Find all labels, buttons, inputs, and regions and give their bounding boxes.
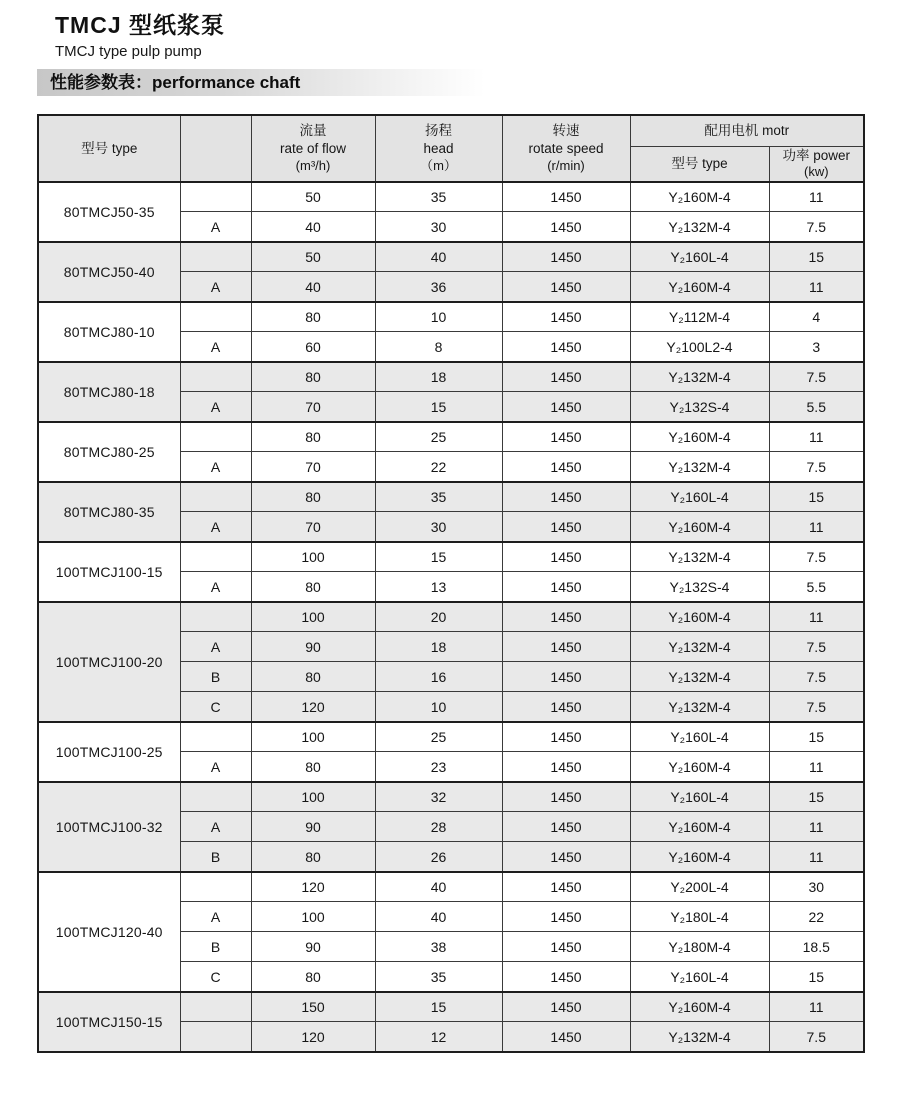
power-cell: 7.5 — [769, 632, 864, 662]
variant-cell — [180, 182, 251, 212]
variant-cell — [180, 1022, 251, 1052]
speed-cell: 1450 — [502, 872, 630, 902]
col-header-motor-power — [769, 146, 864, 182]
flow-cell: 100 — [251, 902, 375, 932]
power-cell: 15 — [769, 482, 864, 512]
variant-cell: A — [180, 452, 251, 482]
head-cell: 15 — [375, 542, 502, 572]
head-cell: 16 — [375, 662, 502, 692]
head-cell: 10 — [375, 302, 502, 332]
flow-cell: 70 — [251, 452, 375, 482]
variant-cell — [180, 602, 251, 632]
motor-cell: Y₂160M-4 — [630, 422, 769, 452]
power-header-unit: (kw) — [803, 164, 829, 180]
variant-cell: A — [180, 272, 251, 302]
model-cell: 80TMCJ50-40 — [38, 242, 180, 302]
motor-cell: Y₂132M-4 — [630, 362, 769, 392]
head-cell: 8 — [375, 332, 502, 362]
power-cell: 7.5 — [769, 362, 864, 392]
power-cell: 7.5 — [769, 542, 864, 572]
performance-table — [37, 114, 865, 1053]
flow-cell: 80 — [251, 752, 375, 782]
variant-cell — [180, 782, 251, 812]
model-cell: 100TMCJ100-32 — [38, 782, 180, 872]
motor-cell: Y₂200L-4 — [630, 872, 769, 902]
speed-cell: 1450 — [502, 782, 630, 812]
motor-cell: Y₂132S-4 — [630, 392, 769, 422]
power-cell: 18.5 — [769, 932, 864, 962]
head-cell: 23 — [375, 752, 502, 782]
head-cell: 35 — [375, 182, 502, 212]
speed-cell: 1450 — [502, 392, 630, 422]
table-row — [38, 872, 864, 902]
speed-cell: 1450 — [502, 692, 630, 722]
flow-cell: 80 — [251, 482, 375, 512]
motor-cell: Y₂132S-4 — [630, 572, 769, 602]
power-cell: 11 — [769, 812, 864, 842]
head-header-unit: （m） — [420, 157, 457, 173]
variant-cell — [180, 722, 251, 752]
speed-cell: 1450 — [502, 362, 630, 392]
head-cell: 20 — [375, 602, 502, 632]
variant-cell: A — [180, 512, 251, 542]
motor-cell: Y₂132M-4 — [630, 212, 769, 242]
speed-header-unit: (r/min) — [547, 157, 585, 173]
flow-cell: 50 — [251, 242, 375, 272]
table-row — [38, 302, 864, 332]
variant-cell: B — [180, 662, 251, 692]
head-cell: 36 — [375, 272, 502, 302]
table-row — [38, 992, 864, 1022]
speed-cell: 1450 — [502, 662, 630, 692]
power-cell: 4 — [769, 302, 864, 332]
head-header-en: head — [423, 141, 454, 157]
speed-cell: 1450 — [502, 302, 630, 332]
speed-cell: 1450 — [502, 812, 630, 842]
power-cell: 11 — [769, 602, 864, 632]
col-header-motor-model: 型号 type — [630, 146, 769, 182]
flow-header-cn: 流量 — [299, 123, 327, 139]
speed-cell: 1450 — [502, 272, 630, 302]
motor-cell: Y₂160L-4 — [630, 482, 769, 512]
variant-cell: A — [180, 752, 251, 782]
motor-cell: Y₂112M-4 — [630, 302, 769, 332]
flow-cell: 80 — [251, 422, 375, 452]
motor-cell: Y₂132M-4 — [630, 662, 769, 692]
speed-cell: 1450 — [502, 572, 630, 602]
variant-cell: B — [180, 932, 251, 962]
col-header-speed — [502, 115, 630, 182]
head-cell: 10 — [375, 692, 502, 722]
table-row — [38, 422, 864, 452]
power-cell: 30 — [769, 872, 864, 902]
col-header-model: 型号 type — [38, 115, 180, 182]
power-cell: 11 — [769, 422, 864, 452]
power-cell: 15 — [769, 962, 864, 992]
col-header-head — [375, 115, 502, 182]
flow-cell: 40 — [251, 272, 375, 302]
motor-cell: Y₂100L2-4 — [630, 332, 769, 362]
table-header — [38, 115, 864, 182]
head-cell: 40 — [375, 242, 502, 272]
speed-cell: 1450 — [502, 512, 630, 542]
head-cell: 22 — [375, 452, 502, 482]
motor-cell: Y₂160M-4 — [630, 752, 769, 782]
motor-cell: Y₂160M-4 — [630, 992, 769, 1022]
motor-cell: Y₂132M-4 — [630, 542, 769, 572]
variant-cell: A — [180, 572, 251, 602]
flow-cell: 80 — [251, 362, 375, 392]
power-cell: 7.5 — [769, 212, 864, 242]
head-cell: 18 — [375, 632, 502, 662]
table-row — [38, 242, 864, 272]
power-cell: 7.5 — [769, 1022, 864, 1052]
section-header-label: 性能参数表：performance chaft — [50, 73, 301, 92]
power-cell: 11 — [769, 752, 864, 782]
variant-cell: C — [180, 962, 251, 992]
model-cell: 80TMCJ80-25 — [38, 422, 180, 482]
speed-cell: 1450 — [502, 332, 630, 362]
col-header-flow — [251, 115, 375, 182]
speed-cell: 1450 — [502, 602, 630, 632]
variant-cell — [180, 422, 251, 452]
speed-cell: 1450 — [502, 962, 630, 992]
speed-cell: 1450 — [502, 1022, 630, 1052]
flow-cell: 40 — [251, 212, 375, 242]
table-body — [38, 182, 864, 1052]
motor-cell: Y₂132M-4 — [630, 692, 769, 722]
speed-cell: 1450 — [502, 902, 630, 932]
motor-cell: Y₂160M-4 — [630, 512, 769, 542]
variant-cell: A — [180, 632, 251, 662]
power-cell: 11 — [769, 992, 864, 1022]
head-cell: 30 — [375, 512, 502, 542]
motor-cell: Y₂180M-4 — [630, 932, 769, 962]
head-header-cn: 扬程 — [425, 123, 452, 139]
section-header-bar — [37, 69, 485, 96]
col-header-variant — [180, 115, 251, 182]
head-cell: 40 — [375, 872, 502, 902]
model-cell: 80TMCJ80-18 — [38, 362, 180, 422]
speed-cell: 1450 — [502, 182, 630, 212]
variant-cell — [180, 482, 251, 512]
speed-cell: 1450 — [502, 482, 630, 512]
speed-cell: 1450 — [502, 932, 630, 962]
flow-cell: 100 — [251, 602, 375, 632]
flow-cell: 150 — [251, 992, 375, 1022]
power-cell: 11 — [769, 272, 864, 302]
speed-cell: 1450 — [502, 212, 630, 242]
speed-header-en: rotate speed — [528, 141, 604, 157]
variant-cell: A — [180, 902, 251, 932]
flow-cell: 60 — [251, 332, 375, 362]
head-cell: 25 — [375, 722, 502, 752]
speed-cell: 1450 — [502, 542, 630, 572]
flow-header-unit: (m³/h) — [295, 157, 331, 173]
variant-cell: A — [180, 812, 251, 842]
flow-cell: 120 — [251, 1022, 375, 1052]
head-cell: 18 — [375, 362, 502, 392]
table-row — [38, 182, 864, 212]
head-cell: 25 — [375, 422, 502, 452]
motor-cell: Y₂160M-4 — [630, 842, 769, 872]
speed-cell: 1450 — [502, 242, 630, 272]
power-cell: 7.5 — [769, 692, 864, 722]
motor-cell: Y₂160L-4 — [630, 782, 769, 812]
power-cell: 7.5 — [769, 662, 864, 692]
variant-cell — [180, 542, 251, 572]
flow-cell: 90 — [251, 812, 375, 842]
head-cell: 12 — [375, 1022, 502, 1052]
power-cell: 7.5 — [769, 452, 864, 482]
head-cell: 40 — [375, 902, 502, 932]
motor-cell: Y₂132M-4 — [630, 452, 769, 482]
flow-cell: 120 — [251, 872, 375, 902]
variant-cell: A — [180, 212, 251, 242]
power-header-label: 功率 power — [782, 147, 851, 163]
table-row — [38, 782, 864, 812]
model-cell: 100TMCJ150-15 — [38, 992, 180, 1052]
head-cell: 35 — [375, 482, 502, 512]
variant-cell: B — [180, 842, 251, 872]
head-cell: 38 — [375, 932, 502, 962]
model-cell: 80TMCJ80-10 — [38, 302, 180, 362]
motor-cell: Y₂160L-4 — [630, 962, 769, 992]
table-row — [38, 542, 864, 572]
page-title: TMCJ 型纸浆泵 — [55, 12, 225, 38]
speed-cell: 1450 — [502, 632, 630, 662]
motor-cell: Y₂160L-4 — [630, 242, 769, 272]
power-cell: 15 — [769, 242, 864, 272]
model-cell: 100TMCJ120-40 — [38, 872, 180, 992]
motor-cell: Y₂160L-4 — [630, 722, 769, 752]
head-cell: 32 — [375, 782, 502, 812]
power-cell: 22 — [769, 902, 864, 932]
model-cell: 100TMCJ100-15 — [38, 542, 180, 602]
power-cell: 5.5 — [769, 572, 864, 602]
speed-cell: 1450 — [502, 752, 630, 782]
flow-cell: 80 — [251, 302, 375, 332]
head-cell: 15 — [375, 392, 502, 422]
flow-cell: 90 — [251, 932, 375, 962]
model-cell: 100TMCJ100-20 — [38, 602, 180, 722]
flow-cell: 100 — [251, 542, 375, 572]
flow-cell: 100 — [251, 782, 375, 812]
model-cell: 100TMCJ100-25 — [38, 722, 180, 782]
flow-cell: 80 — [251, 572, 375, 602]
motor-cell: Y₂132M-4 — [630, 1022, 769, 1052]
flow-cell: 120 — [251, 692, 375, 722]
flow-cell: 70 — [251, 512, 375, 542]
power-cell: 15 — [769, 722, 864, 752]
speed-header-cn: 转速 — [552, 123, 580, 139]
flow-cell: 90 — [251, 632, 375, 662]
head-cell: 15 — [375, 992, 502, 1022]
motor-cell: Y₂160M-4 — [630, 812, 769, 842]
speed-cell: 1450 — [502, 422, 630, 452]
power-cell: 11 — [769, 182, 864, 212]
table-row — [38, 722, 864, 752]
motor-cell: Y₂132M-4 — [630, 632, 769, 662]
motor-cell: Y₂160M-4 — [630, 182, 769, 212]
table-row — [38, 482, 864, 512]
head-cell: 35 — [375, 962, 502, 992]
variant-cell: A — [180, 332, 251, 362]
speed-cell: 1450 — [502, 722, 630, 752]
model-cell: 80TMCJ80-35 — [38, 482, 180, 542]
flow-cell: 70 — [251, 392, 375, 422]
power-cell: 5.5 — [769, 392, 864, 422]
speed-cell: 1450 — [502, 992, 630, 1022]
speed-cell: 1450 — [502, 842, 630, 872]
flow-header-en: rate of flow — [279, 141, 347, 157]
header-row-1 — [38, 115, 864, 146]
flow-cell: 80 — [251, 662, 375, 692]
power-cell: 11 — [769, 842, 864, 872]
variant-cell — [180, 872, 251, 902]
variant-cell — [180, 362, 251, 392]
variant-cell — [180, 302, 251, 332]
variant-cell: A — [180, 392, 251, 422]
speed-cell: 1450 — [502, 452, 630, 482]
power-cell: 11 — [769, 512, 864, 542]
motor-cell: Y₂180L-4 — [630, 902, 769, 932]
head-cell: 13 — [375, 572, 502, 602]
power-cell: 15 — [769, 782, 864, 812]
head-cell: 30 — [375, 212, 502, 242]
power-cell: 3 — [769, 332, 864, 362]
table-row — [38, 602, 864, 632]
variant-cell — [180, 242, 251, 272]
head-cell: 28 — [375, 812, 502, 842]
head-cell: 26 — [375, 842, 502, 872]
variant-cell — [180, 992, 251, 1022]
flow-cell: 50 — [251, 182, 375, 212]
flow-cell: 80 — [251, 962, 375, 992]
flow-cell: 80 — [251, 842, 375, 872]
motor-cell: Y₂160M-4 — [630, 272, 769, 302]
table-row — [38, 362, 864, 392]
variant-cell: C — [180, 692, 251, 722]
flow-cell: 100 — [251, 722, 375, 752]
col-header-motor-group: 配用电机 motr — [630, 115, 864, 146]
page-subtitle: TMCJ type pulp pump — [55, 43, 202, 60]
model-cell: 80TMCJ50-35 — [38, 182, 180, 242]
motor-cell: Y₂160M-4 — [630, 602, 769, 632]
